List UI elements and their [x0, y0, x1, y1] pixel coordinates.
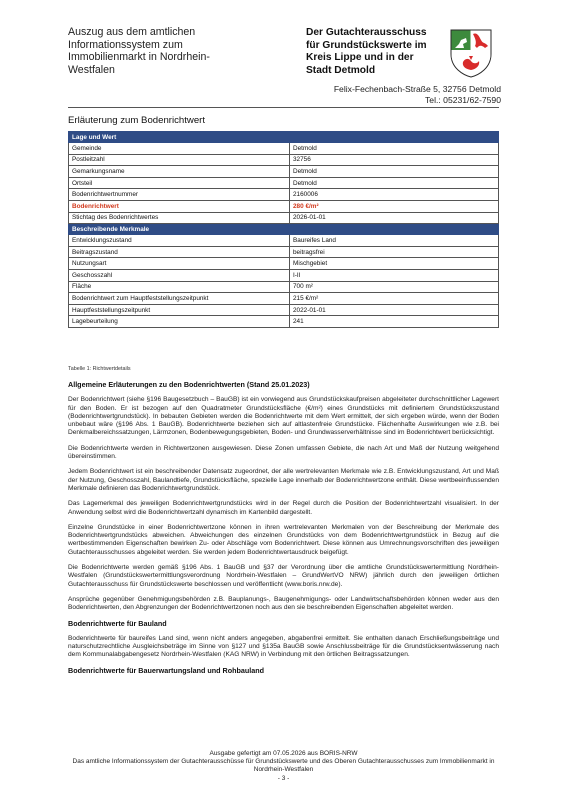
table-row: [69, 177, 499, 189]
table-caption: Tabelle 1: Richtwertdetails: [68, 366, 131, 372]
paragraph: Das Lagemerkmal des jeweiligen Bodenrichtwertgrundstücks wird in der Regel durch die Position der Bodenrichtwertzahl visualisiert. In der Anwendung selbst wird die Bodenrichtwertzahl dynamisch im Kartenbild dargestellt.: [68, 500, 499, 516]
paragraph: Bodenrichtwerte für baureifes Land sind, wenn nicht anders angegeben, abgabenfrei ermittelt. Sie enthalten danach Erschließungsbeiträge und naturschutzrechtliche Ausgleichsbeträge im Sinne von §127 und §135a BauGB sowie Anschlussbeiträge für die Grundstücksentwässerung nach dem Kommunalabgabengesetz Nordrhein-Westfalen (KAG NRW) in Verbindung mit den örtlichen Beitragssatzungen.: [68, 634, 499, 659]
header-divider: [68, 107, 499, 108]
section-heading: Bodenrichtwerte für Bauland: [68, 618, 167, 628]
row-key: Bodenrichtwert zum Hauptfeststellungszeitpunkt: [69, 293, 290, 305]
table-row: [69, 258, 499, 270]
table-row-highlight: [69, 200, 499, 212]
row-value: 2022-01-01: [290, 304, 499, 316]
table-row: [69, 281, 499, 293]
footer-line: Das amtliche Informationssystem der Gutachterausschüsse für Grundstückswerte und des Oberen Gutachterausschusses zum Immobilienmarkt in Nordrhein-Westfalen: [72, 758, 495, 774]
table-section-header: [69, 132, 499, 143]
row-key: Bodenrichtwert: [69, 200, 290, 212]
table-row: [69, 189, 499, 201]
paragraph: Der Bodenrichtwert (siehe §196 Baugesetzbuch – BauGB) ist ein vorwiegend aus Grundstückskaufpreisen abgeleiteter durchschnittlicher Lagewert für den Boden. Er ist bezogen auf den Quadratmeter Grundstücksfläche (€/m²) eines Grundstücks mit definiertem Grundstückszustand (Bodenrichtwertgrundstück). In bebauten Gebieten werden die Bodenrichtwerte mit dem Wert ermittelt, der sich ergeben würde, wenn der Boden unbebaut wäre (§196 Abs. 1 BauGB). Bodenrichtwerte beziehen sich auf altlastenfreie Grundstücke. Flächenhafte Auswirkungen wie z.B. bei Denkmalbereichssatzungen, Lärmzonen, Bodenbewegungsgebieten, Boden- und Grundwasserverhältnisse sind im Bodenrichtwert berücksichtigt.: [68, 396, 499, 437]
row-key: Beitragszustand: [69, 246, 290, 258]
authority-line: Stadt Detmold: [306, 64, 376, 76]
footer-line: Ausgabe gefertigt am 07.05.2026 aus BORIS-NRW: [209, 750, 358, 757]
explanation-body: [68, 381, 499, 682]
row-value: 2026-01-01: [290, 212, 499, 224]
paragraph: Ansprüche gegenüber Genehmigungsbehörden z.B. Bauplanungs-, Baugenehmigungs- oder Landwirtschaftsbehörden können weder aus den Bodenrichtwerten, den Abgrenzungen der Bodenrichtwertzonen noch aus den sie beschreibenden Eigenschaften abgeleitet werden.: [68, 595, 499, 612]
row-value: 32756: [290, 154, 499, 166]
row-key: Gemeinde: [69, 143, 290, 155]
row-value: Mischgebiet: [290, 258, 499, 270]
table-row: [69, 293, 499, 305]
address-line: Felix-Fechenbach-Straße 5, 32756 Detmold: [333, 84, 501, 94]
table-row: [69, 166, 499, 178]
row-key: Gemarkungsname: [69, 166, 290, 178]
row-key: Fläche: [69, 281, 290, 293]
nrw-coat-of-arms-icon: [449, 28, 493, 78]
table-row: [69, 304, 499, 316]
table-row: [69, 143, 499, 155]
row-key: Bodenrichtwertnummer: [69, 189, 290, 201]
row-value: 215 €/m²: [290, 293, 499, 305]
paragraph: Jedem Bodenrichtwert ist ein beschreibender Datensatz zugeordnet, der alle wertrelevanten Merkmale wie z.B. Entwicklungszustand, Art und Maß der Nutzung, Geschosszahl, Baulandtiefe, Grundstücksfläche, spezielle Lage innerhalb der Bodenrichtwertzone enthält. Diese wertbeeinflussenden Merkmale definieren das Bodenrichtwertgrundstück.: [68, 468, 499, 492]
header-left-title: Auszug aus dem amtlichen Informationssystem zum Immobilienmarkt in Nordrhein-Westfalen: [68, 26, 210, 76]
row-key: Lagebeurteilung: [69, 316, 290, 328]
authority-name: [306, 27, 446, 77]
table-row: [69, 212, 499, 224]
row-key: Ortsteil: [69, 177, 290, 189]
section-title: Lage und Wert: [69, 132, 499, 143]
row-value: Detmold: [290, 177, 499, 189]
phone-line: Tel.: 05231/62-7590: [425, 95, 501, 105]
authority-line: Kreis Lippe und in der: [306, 52, 414, 64]
value-details-table: [68, 131, 499, 328]
section-heading: Bodenrichtwerte für Bauerwartungsland und Rohbauland: [68, 665, 265, 675]
table-section-header: [69, 224, 499, 235]
page-footer: [68, 750, 499, 783]
row-value: I-II: [290, 269, 499, 281]
row-key: Nutzungsart: [69, 258, 290, 270]
paragraph: Einzelne Grundstücke in einer Bodenrichtwertzone können in ihren wertrelevanten Merkmalen von der Beschreibung der Merkmale des Bodenrichtwertgrundstücks abweichen. Abweichungen des einzelnen Grundstücks von dem Bodenrichtwertgrundstück in Bezug auf die wertbestimmenden Eigenschaften bewirken Zu- oder Abschläge vom Bodenrichtwert. Diese können aus Umrechnungsvorschriften des jeweiligen Gutachterausschusses abgeleitet werden. Sie werden jedem Bodenrichtwertausdruck beigefügt.: [68, 523, 499, 556]
table-row: [69, 154, 499, 166]
header-address: [334, 84, 501, 106]
table-row: [69, 269, 499, 281]
paragraph: Die Bodenrichtwerte werden in Richtwertzonen ausgewiesen. Diese Zonen umfassen Gebiete, die nach Art und Maß der Nutzung weitgehend übereinstimmen.: [68, 444, 499, 461]
section-title: Beschreibende Merkmale: [69, 224, 499, 235]
row-key: Geschosszahl: [69, 269, 290, 281]
row-value: 241: [290, 316, 499, 328]
table-row: [69, 246, 499, 258]
row-key: Postleitzahl: [69, 154, 290, 166]
page-title: Erläuterung zum Bodenrichtwert: [68, 115, 206, 126]
table-row: [69, 235, 499, 247]
row-key: Hauptfeststellungszeitpunkt: [69, 304, 290, 316]
authority-line: Der Gutachterausschuss: [306, 27, 427, 38]
row-value: 700 m²: [290, 281, 499, 293]
row-value: Baureifes Land: [290, 235, 499, 247]
table-row: [69, 316, 499, 328]
row-key: Stichtag des Bodenrichtwertes: [69, 212, 290, 224]
row-value: beitragsfrei: [290, 246, 499, 258]
page-number: - 3 -: [277, 774, 290, 782]
row-value: Detmold: [290, 143, 499, 155]
paragraph: Die Bodenrichtwerte werden gemäß §196 Abs. 1 BauGB und §37 der Verordnung über die amtliche Grundstückswertermittlung Nordrhein-Westfalen (Grundstückswertermittlungsverordnung Nordrhein-Westfalen – GrundWertVO NRW) jährlich durch den jeweiligen örtlichen Gutachterausschuss für Grundstückswerte beschlossen und veröffentlicht (www.boris.nrw.de).: [68, 564, 499, 588]
row-value: 280 €/m²: [290, 200, 499, 212]
row-value: 2160006: [290, 189, 499, 201]
row-value: Detmold: [290, 166, 499, 178]
section-heading: Allgemeine Erläuterungen zu den Bodenrichtwerten (Stand 25.01.2023): [68, 380, 310, 389]
row-key: Entwicklungszustand: [69, 235, 290, 247]
authority-line: für Grundstückswerte im: [306, 39, 427, 51]
